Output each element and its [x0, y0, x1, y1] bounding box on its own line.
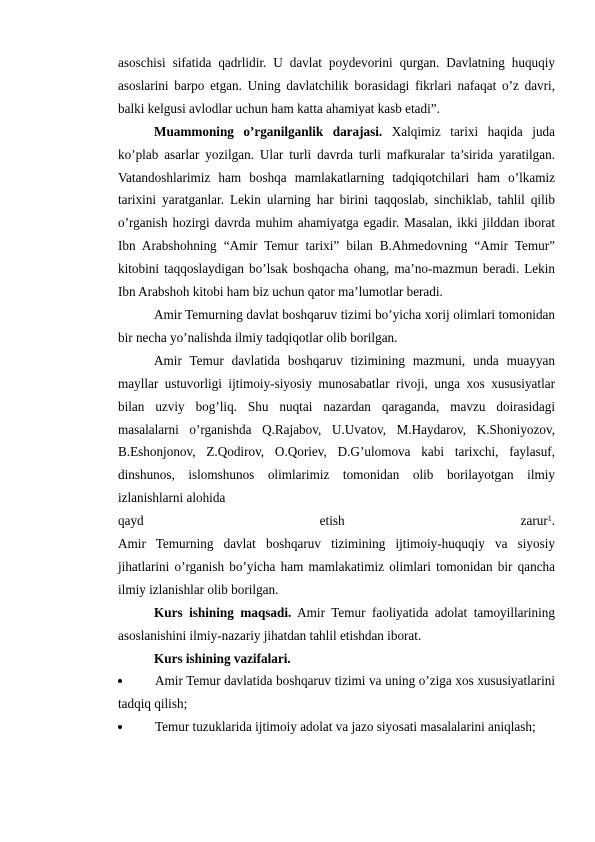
course-goal-text: Amir Temur faoliyatida adolat tamoyillarining asoslanishini ilmiy-nazariy jihatdan tahlil etishdan iborat. — [118, 604, 555, 643]
footnote-ref[interactable]: 1 — [547, 514, 552, 524]
list-item — [118, 716, 555, 739]
paragraph-course-goal — [118, 602, 555, 648]
heading-course-goal: Kurs ishining maqsadi. — [154, 604, 292, 620]
paragraph-intro-quote: asoschisi sifatida qadrlidir. U davlat poydevorini qurgan. Davlatning huquqiy asoslarini barpo etgan. Uning davlatchilik borasidagi fikrlari nafaqat o’z davri, balki kelgusi avlodlar uchun ham katta ahamiyat kasb etadi”. — [118, 55, 555, 116]
paragraph-governance-content: Amir Temur davlatida boshqaruv tizimining mazmuni, unda muayyan mayllar ustuvorligi ijtimoiy-siyosiy munosabatlar rivoji, unga xos xususiyatlar bilan uzviy bog’liq. Shu nuqtai nazardan qaraganda, mavzu doirasidagi masalalarni o’rganishda Q.Rajabov, U.Uvatov, M.Haydarov, K.Shoniyozov, B.Eshonjonov, Z.Qodirov, O.Qoriev, D.G’ulomova kabi tarixchi, faylasuf, dinshunos, islomshunos olimlarimiz tomonidan olib borilayotgan ilmiy izlanishlarni alohida — [118, 352, 555, 506]
paragraph-foreign-scholars: Amir Temurning davlat boshqaruv tizimi bo’yicha xorij olimlari tomonidan bir necha yo’nalishda ilmiy tadqiqotlar olib borilgan. — [118, 306, 555, 345]
paragraph-legal-aspects: Amir Temurning davlat boshqaruv tizimining ijtimoiy-huquqiy va siyosiy jihatlarini o’rganish bo’yicha ham mamlakatimiz olimlari tomonidan bir qancha ilmiy izlanishlar olib borilgan. — [118, 536, 555, 597]
document-page — [118, 52, 555, 739]
word-etish: etish — [319, 513, 345, 529]
paragraph-research-level — [118, 121, 555, 304]
heading-research-level: Muammoning o’rganilganlik darajasi. — [154, 123, 383, 139]
research-level-text: Xalqimiz tarixi haqida juda ko’plab asarlar yozilgan. Ular turli davrda turli mafkuralar ta’sirida yaratilgan. Vatandoshlarimiz ham boshqa mamlakatlarning tadqiqotchilari ham o’lkamiz tarixini yaratganlar. Lekin ularning har birini taqqoslab, sinchiklab, tahlil qilib o’rganish hozirgi davrda muhim ahamiyatga egadir. Masalan, ikki jilddan iborat Ibn Arabshohning “Amir Temur tarixi” bilan B.Ahmedovning “Amir Temur” kitobini taqqoslaydigan bo’lsak boshqacha ohang, ma’no-mazmun beradi. Lekin Ibn Arabshoh kitobi ham biz uchun qator ma’lumotlar beradi. — [118, 123, 555, 300]
word-qayd: qayd — [118, 513, 144, 529]
list-item — [118, 670, 555, 716]
word-zarur: zarur$^1$. — [520, 513, 556, 529]
list-item-text: Amir Temur davlatida boshqaruv tizimi va uning o’ziga xos xususiyatlarini tadqiq qilish; — [118, 673, 555, 712]
list-item-text: Temur tuzuklarida ijtimoiy adolat va jazo siyosati masalalarini aniqlash; — [155, 719, 536, 735]
paragraph-governance-last-line — [118, 510, 555, 533]
heading-course-tasks: Kurs ishining vazifalari. — [154, 650, 291, 666]
